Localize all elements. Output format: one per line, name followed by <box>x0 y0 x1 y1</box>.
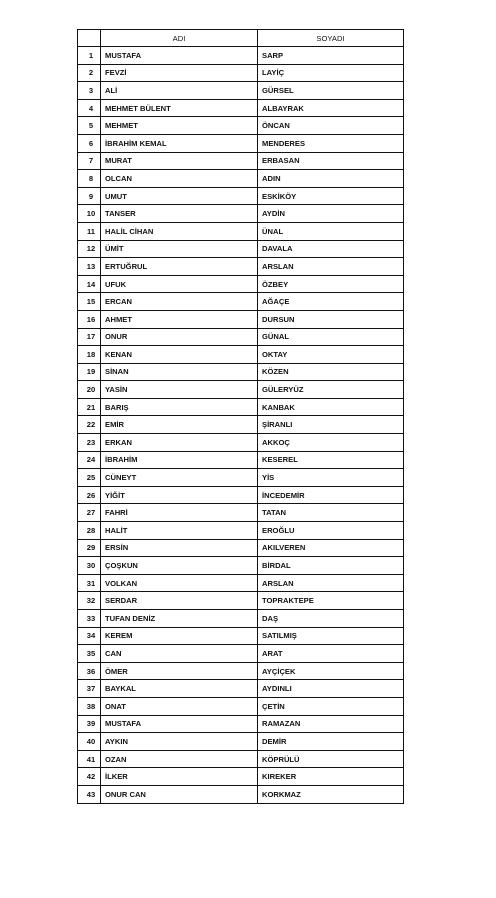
last-name-cell: ŞİRANLI <box>258 416 404 434</box>
table-row <box>78 205 404 223</box>
row-number: 10 <box>78 205 101 223</box>
first-name-cell: TANSER <box>101 205 258 223</box>
table-row <box>78 785 404 803</box>
first-name-cell: ÜMİT <box>101 240 258 258</box>
last-name-cell: ADIN <box>258 170 404 188</box>
row-number: 23 <box>78 434 101 452</box>
table-row <box>78 328 404 346</box>
first-name-cell: ÇOŞKUN <box>101 557 258 575</box>
last-name-cell: AYDINLI <box>258 680 404 698</box>
last-name-cell: ESKİKÖY <box>258 187 404 205</box>
first-name-cell: SERDAR <box>101 592 258 610</box>
table-row <box>78 416 404 434</box>
name-list-table <box>77 29 404 804</box>
first-name-cell: KENAN <box>101 346 258 364</box>
last-name-cell: AYDİN <box>258 205 404 223</box>
last-name-cell: İNCEDEMİR <box>258 486 404 504</box>
first-name-cell: AYKIN <box>101 733 258 751</box>
table-row <box>78 222 404 240</box>
row-number: 4 <box>78 99 101 117</box>
last-name-cell: LAYİÇ <box>258 64 404 82</box>
last-name-cell: KORKMAZ <box>258 785 404 803</box>
last-name-cell: MENDERES <box>258 134 404 152</box>
first-name-cell: İBRAHİM <box>101 451 258 469</box>
last-name-cell: DURSUN <box>258 310 404 328</box>
first-name-cell: OZAN <box>101 750 258 768</box>
row-number: 11 <box>78 222 101 240</box>
row-number: 29 <box>78 539 101 557</box>
last-name-cell: ÜNAL <box>258 222 404 240</box>
last-name-cell: ARAT <box>258 645 404 663</box>
first-name-cell: HALİL CİHAN <box>101 222 258 240</box>
first-name-cell: ERKAN <box>101 434 258 452</box>
row-number: 43 <box>78 785 101 803</box>
row-number: 30 <box>78 557 101 575</box>
row-number: 26 <box>78 486 101 504</box>
last-name-cell: DAŞ <box>258 610 404 628</box>
first-name-cell: İLKER <box>101 768 258 786</box>
row-number: 25 <box>78 469 101 487</box>
row-number: 38 <box>78 697 101 715</box>
last-name-cell: ÖZBEY <box>258 275 404 293</box>
table-row <box>78 275 404 293</box>
row-number: 21 <box>78 398 101 416</box>
first-name-cell: MUSTAFA <box>101 715 258 733</box>
row-number: 2 <box>78 64 101 82</box>
table-row <box>78 117 404 135</box>
first-name-cell: YASİN <box>101 381 258 399</box>
table-row <box>78 381 404 399</box>
table-row <box>78 258 404 276</box>
last-name-cell: AKKOÇ <box>258 434 404 452</box>
table-row <box>78 134 404 152</box>
table-row <box>78 240 404 258</box>
last-name-cell: AKILVEREN <box>258 539 404 557</box>
first-name-cell: ONUR CAN <box>101 785 258 803</box>
table-row <box>78 574 404 592</box>
table-row <box>78 504 404 522</box>
row-number: 40 <box>78 733 101 751</box>
row-number: 35 <box>78 645 101 663</box>
first-name-cell: YİĞİT <box>101 486 258 504</box>
first-name-cell: KEREM <box>101 627 258 645</box>
last-name-cell: TATAN <box>258 504 404 522</box>
first-name-cell: AHMET <box>101 310 258 328</box>
table-row <box>78 610 404 628</box>
first-name-cell: MUSTAFA <box>101 47 258 65</box>
last-name-cell: BİRDAL <box>258 557 404 575</box>
first-name-cell: MURAT <box>101 152 258 170</box>
row-number: 22 <box>78 416 101 434</box>
last-name-cell: ÇETİN <box>258 697 404 715</box>
last-name-cell: KESEREL <box>258 451 404 469</box>
table-row <box>78 451 404 469</box>
last-name-cell: AĞAÇE <box>258 293 404 311</box>
row-number: 9 <box>78 187 101 205</box>
row-number: 34 <box>78 627 101 645</box>
last-name-cell: ALBAYRAK <box>258 99 404 117</box>
row-number: 13 <box>78 258 101 276</box>
table-row <box>78 170 404 188</box>
table-row <box>78 486 404 504</box>
row-number: 3 <box>78 82 101 100</box>
table-row <box>78 99 404 117</box>
table-row <box>78 64 404 82</box>
table-row <box>78 82 404 100</box>
last-name-cell: DAVALA <box>258 240 404 258</box>
row-number: 19 <box>78 363 101 381</box>
last-name-cell: KANBAK <box>258 398 404 416</box>
first-name-cell: FEVZİ <box>101 64 258 82</box>
table-row <box>78 645 404 663</box>
table-row <box>78 522 404 540</box>
table-row <box>78 293 404 311</box>
first-name-cell: BAYKAL <box>101 680 258 698</box>
table-row <box>78 662 404 680</box>
last-name-cell: KÖZEN <box>258 363 404 381</box>
row-number: 18 <box>78 346 101 364</box>
row-number: 37 <box>78 680 101 698</box>
first-name-cell: BARIŞ <box>101 398 258 416</box>
first-name-cell: ONUR <box>101 328 258 346</box>
last-name-cell: DEMİR <box>258 733 404 751</box>
first-name-cell: MEHMET BÜLENT <box>101 99 258 117</box>
first-name-cell: TUFAN DENİZ <box>101 610 258 628</box>
first-name-cell: ONAT <box>101 697 258 715</box>
table-header-row <box>78 30 404 47</box>
first-name-cell: ALİ <box>101 82 258 100</box>
row-number: 24 <box>78 451 101 469</box>
header-no <box>78 30 101 47</box>
last-name-cell: GÜLERYÜZ <box>258 381 404 399</box>
table-row <box>78 768 404 786</box>
table-row <box>78 47 404 65</box>
row-number: 27 <box>78 504 101 522</box>
row-number: 1 <box>78 47 101 65</box>
table-row <box>78 469 404 487</box>
table-row <box>78 310 404 328</box>
last-name-cell: RAMAZAN <box>258 715 404 733</box>
first-name-cell: OLCAN <box>101 170 258 188</box>
table-row <box>78 680 404 698</box>
last-name-cell: SATILMIŞ <box>258 627 404 645</box>
first-name-cell: ERTUĞRUL <box>101 258 258 276</box>
last-name-cell: GÜRSEL <box>258 82 404 100</box>
table-row <box>78 733 404 751</box>
table-row <box>78 187 404 205</box>
header-soyadi: SOYADI <box>258 30 404 47</box>
last-name-cell: KIREKER <box>258 768 404 786</box>
last-name-cell: ARSLAN <box>258 574 404 592</box>
last-name-cell: TOPRAKTEPE <box>258 592 404 610</box>
row-number: 41 <box>78 750 101 768</box>
table-body <box>78 47 404 804</box>
first-name-cell: UMUT <box>101 187 258 205</box>
first-name-cell: MEHMET <box>101 117 258 135</box>
last-name-cell: YİS <box>258 469 404 487</box>
first-name-cell: SİNAN <box>101 363 258 381</box>
header-adi: ADI <box>101 30 258 47</box>
table-row <box>78 152 404 170</box>
row-number: 33 <box>78 610 101 628</box>
last-name-cell: SARP <box>258 47 404 65</box>
table-row <box>78 363 404 381</box>
last-name-cell: AYÇİÇEK <box>258 662 404 680</box>
table-row <box>78 715 404 733</box>
first-name-cell: İBRAHİM KEMAL <box>101 134 258 152</box>
first-name-cell: VOLKAN <box>101 574 258 592</box>
row-number: 16 <box>78 310 101 328</box>
last-name-cell: ARSLAN <box>258 258 404 276</box>
row-number: 8 <box>78 170 101 188</box>
table-row <box>78 346 404 364</box>
row-number: 7 <box>78 152 101 170</box>
last-name-cell: GÜNAL <box>258 328 404 346</box>
table-row <box>78 750 404 768</box>
table-row <box>78 697 404 715</box>
last-name-cell: KÖPRÜLÜ <box>258 750 404 768</box>
row-number: 20 <box>78 381 101 399</box>
first-name-cell: UFUK <box>101 275 258 293</box>
last-name-cell: ÖNCAN <box>258 117 404 135</box>
table-row <box>78 557 404 575</box>
row-number: 39 <box>78 715 101 733</box>
row-number: 31 <box>78 574 101 592</box>
first-name-cell: ERCAN <box>101 293 258 311</box>
first-name-cell: CÜNEYT <box>101 469 258 487</box>
row-number: 17 <box>78 328 101 346</box>
first-name-cell: FAHRİ <box>101 504 258 522</box>
first-name-cell: HALİT <box>101 522 258 540</box>
row-number: 36 <box>78 662 101 680</box>
row-number: 42 <box>78 768 101 786</box>
row-number: 32 <box>78 592 101 610</box>
row-number: 5 <box>78 117 101 135</box>
row-number: 15 <box>78 293 101 311</box>
first-name-cell: ERSİN <box>101 539 258 557</box>
first-name-cell: CAN <box>101 645 258 663</box>
last-name-cell: ERBASAN <box>258 152 404 170</box>
table-row <box>78 592 404 610</box>
first-name-cell: EMİR <box>101 416 258 434</box>
last-name-cell: EROĞLU <box>258 522 404 540</box>
row-number: 14 <box>78 275 101 293</box>
table-row <box>78 627 404 645</box>
row-number: 12 <box>78 240 101 258</box>
table-row <box>78 398 404 416</box>
last-name-cell: OKTAY <box>258 346 404 364</box>
row-number: 6 <box>78 134 101 152</box>
table-row <box>78 434 404 452</box>
first-name-cell: ÖMER <box>101 662 258 680</box>
table-row <box>78 539 404 557</box>
row-number: 28 <box>78 522 101 540</box>
